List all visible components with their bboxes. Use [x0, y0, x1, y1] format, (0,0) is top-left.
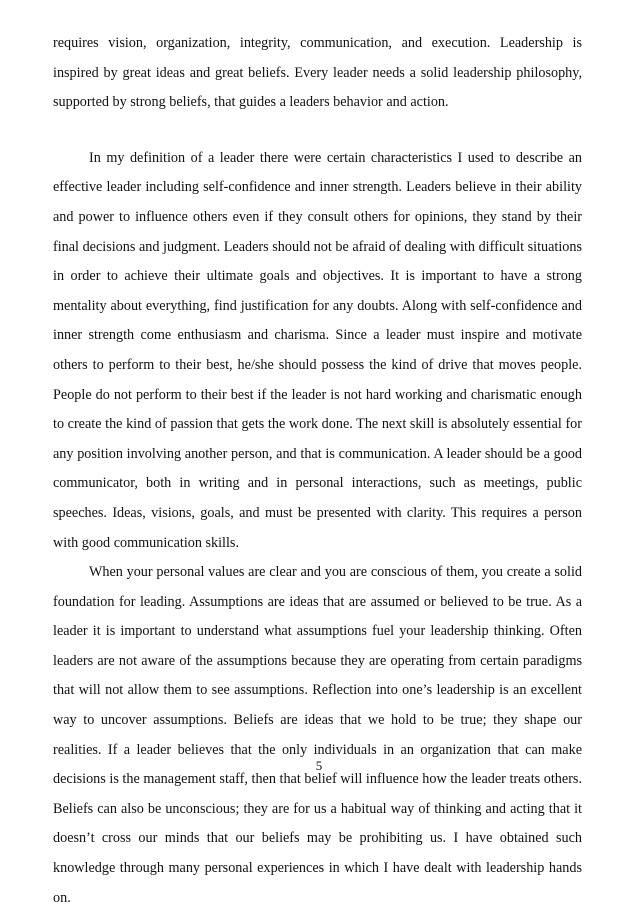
paragraph-values-assumptions: When your personal values are clear and you are conscious of them, you create a solid foundation for leading. Assumptions are ideas that are assumed or believed to be true. As a leader it is important to understand what assumptions fuel your leadership thinking. Often leaders are not aware of the assumptions because they are operating from certain paradigms that will not allow them to see assumptions. Reflection into one’s leadership is an excellent way to uncover assumptions. Beliefs are ideas that we hold to be true; they shape our realities. If a leader believes that the only individuals in an organization that can make decisions is the management staff, then that belief will influence how the leader treats others. Beliefs can also be unconscious; they are for us a habitual way of thinking and acting that it doesn’t cross our minds that our beliefs may be prohibiting us. I have obtained such knowledge through many personal experiences in which I have dealt with leadership hands on.: [53, 564, 582, 906]
paragraph-continuation: requires vision, organization, integrity, communication, and execution. Leadership is inspired by great ideas and great beliefs. Every leader needs a solid leadership philosophy, supported by strong beliefs, that guides a leaders behavior and action.: [53, 35, 582, 111]
page-number: 5: [315, 758, 323, 773]
paragraph-leader-characteristics: In my definition of a leader there were certain characteristics I used to describe an effective leader including self-confidence and inner strength. Leaders believe in their ability and power to influence others even if they consult others for opinions, they stand by their final decisions and judgment. Leaders should not be afraid of dealing with difficult situations in order to achieve their ultimate goals and objectives. It is important to have a strong mentality about everything, find justification for any doubts. Along with self-confidence and inner strength come enthusiasm and charisma. Since a leader must inspire and motivate others to perform to their best, he/she should possess the kind of drive that moves people. People do not perform to their best if the leader is not hard working and charismatic enough to create the kind of passion that gets the work done. The next skill is absolutely essential for any position involving another person, and that is communication. A leader should be a good communicator, both in writing and in personal interactions, such as meetings, public speeches. Ideas, visions, goals, and must be presented with clarity. This requires a person with good communication skills.: [53, 149, 582, 551]
